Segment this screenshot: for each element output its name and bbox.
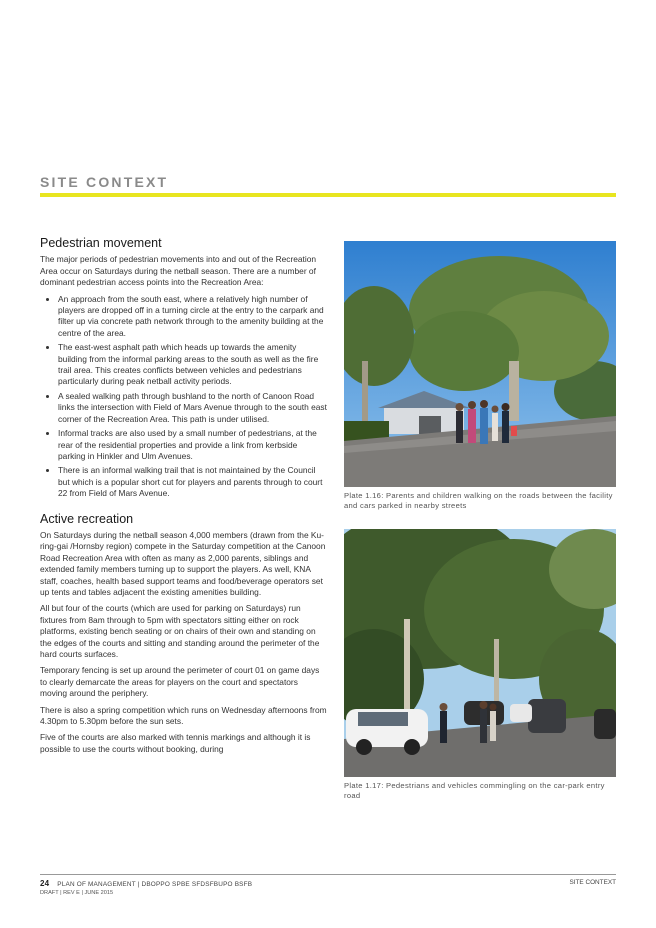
paragraph: Temporary fencing is set up around the perimeter of court 01 on game days to clearly demarcate the areas for players on the court and spectators moving around the periphery. [40,665,320,699]
paragraph-pedestrian-intro: The major periods of pedestrian movements into and out of the Recreation Area occur on Saturdays during the netball season. There are a number of dominant pedestrian access points into the Recreation Area: [40,254,317,288]
list-item: • Informal tracks are also used by a small number of pedestrians, at the rear of the residential properties and provide a link from kerbside parking in Hinkler and Ulm Avenues. [58,428,327,462]
paragraph: On Saturdays during the netball season 4,000 members (drawn from the Ku-ring-gai /Hornsby region) compete in the Saturday competition at the Canoon Road Recreation Area with often as many as 2,000 parents, siblings and extended family members turning up to support the players. As well, KNA staff, coaches, health based support teams and food/beverage operators set up tents and tables adjacent the existing amenities building. [40,529,326,597]
footer-revision: DRAFT | REV E | JUNE 2015 [40,890,114,896]
paragraph: All but four of the courts (which are used for parking on Saturdays) run fixtures from 8am through to 5pm with spectators sitting either on rock platforms, existing bench seating or on chairs of their own and standing on the edges of the courts and sitting and standing around the perimeter of the hard courts surfaces. [40,603,320,659]
footer-document-info [40,879,252,888]
caption-plate-1-17: Plate 1.17: Pedestrians and vehicles commingling on the car-park entry road [344,781,605,800]
photo-plate-1-17 [344,529,616,777]
body-text-column [40,238,327,760]
footer-divider [40,874,616,875]
page-number: 24 [40,879,50,888]
footer-document-title: PLAN OF MANAGEMENT | DBOPPO SPBE SFDSFBUPO BSFB [57,881,253,888]
list-item: • There is an informal walking trail that is not maintained by the Council but which is a popular short cut for players and parents through to court 22 from Field of Mars Avenue. [58,465,327,499]
heading-pedestrian-movement: Pedestrian movement [40,236,162,250]
section-divider-bar [40,193,616,197]
caption-plate-1-16: Plate 1.16: Parents and children walking on the roads between the facility and cars parked in nearby streets [344,491,613,510]
photo-plate-1-16 [344,241,616,487]
list-item: • The east-west asphalt path which heads up towards the amenity building from the informal parking areas to the south as well as the fire trail area. This creates conflicts between vehicles and pedestrians particularly during peak netball activity periods. [58,342,327,388]
footer-section-name: SITE CONTEXT [569,879,616,886]
list-item: • A sealed walking path through bushland to the north of Canoon Road links the intersection with Field of Mars Avenue through to the south east corner of the Recreation Area. This path is under utilised. [58,391,327,425]
section-title: SITE CONTEXT [40,174,169,190]
paragraph: There is also a spring competition which runs on Wednesday afternoons from 4.30pm to 5.30pm before the sun sets. [40,704,327,727]
heading-active-recreation: Active recreation [40,511,134,526]
pedestrian-access-list [40,294,327,500]
paragraph: Five of the courts are also marked with tennis markings and although it is possible to use the courts without booking, during [40,732,311,754]
list-item: • An approach from the south east, where a relatively high number of players are dropped off in a turning circle at the entry to the carpark and filter up via concrete path network through to the amenity building at the centre of the area. [58,294,327,340]
